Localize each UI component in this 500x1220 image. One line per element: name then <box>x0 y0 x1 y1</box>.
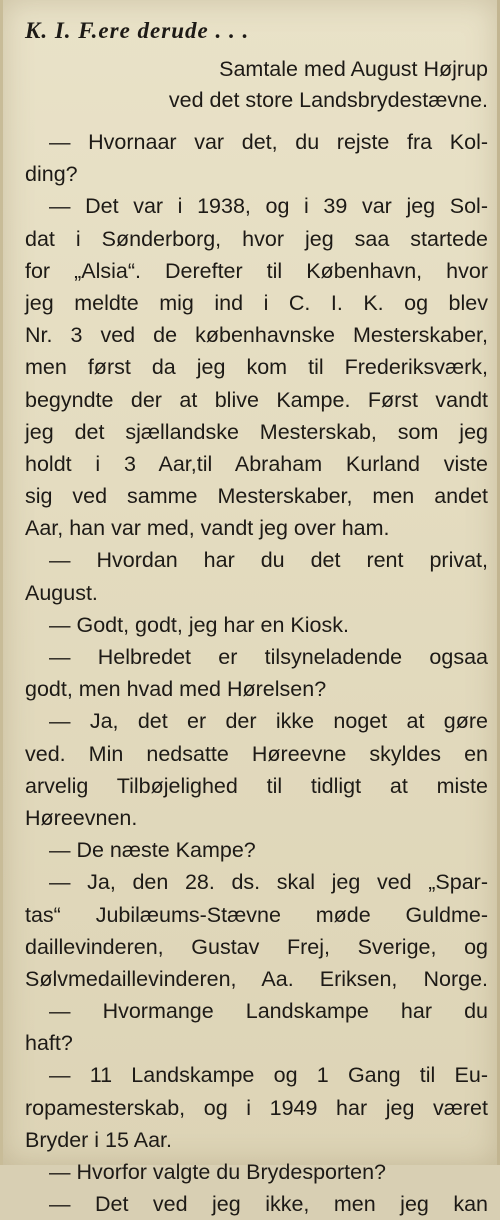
article-text-line: — Helbredet er tilsyneladende ogsaa <box>49 645 488 669</box>
article-text-line: men først da jeg kom til Frederiksværk, <box>25 355 488 380</box>
article-text-line: Sølvmedaillevinderen, Aa. Eriksen, Norge. <box>25 966 488 991</box>
article-text-line: sig ved samme Mesterskaber, men andet <box>25 484 488 509</box>
article-text-line: — Hvornaar var det, du rejste fra Kol- <box>49 130 488 154</box>
article-text-line: ding? <box>25 162 78 187</box>
article-text-line: jeg meldte mig ind i C. I. K. og blev <box>25 290 488 315</box>
article-text-line: jeg det sjællandske Mesterskab, som jeg <box>25 419 488 444</box>
article-text-line: holdt i 3 Aar,til Abraham Kurland viste <box>25 451 488 476</box>
article-text-line: daillevinderen, Gustav Frej, Sverige, og <box>25 934 488 959</box>
subtitle-line: ved det store Landsbrydestævne. <box>168 88 488 112</box>
article-text-line: — Hvormange Landskampe har du <box>49 999 488 1024</box>
article-text-line: Nr. 3 ved de københavnske Mesterskaber, <box>25 323 488 348</box>
article-text-line: godt, men hvad med Hørelsen? <box>25 677 327 702</box>
article-text-line: — Det var i 1938, og i 39 var jeg Sol- <box>49 194 488 219</box>
article-text-line: for „Alsia“. Derefter til København, hvor <box>25 258 488 283</box>
article-text-line: — Det ved jeg ikke, men jeg kan <box>49 1192 488 1217</box>
article-text-line: — Godt, godt, jeg har en Kiosk. <box>49 612 349 637</box>
article-text-line: ropamesterskab, og i 1949 har jeg været <box>25 1095 488 1120</box>
article-text-line: tas“ Jubilæums-Stævne møde Guldme- <box>25 902 488 927</box>
article-text-line: — Ja, det er der ikke noget at gøre <box>49 709 488 734</box>
article-text-line: — Hvordan har du det rent privat, <box>49 548 488 573</box>
article-headline: K. I. F.ere derude . . . <box>25 18 250 43</box>
article-text-line: — De næste Kampe? <box>49 838 256 863</box>
article-text-line: Høreevnen. <box>25 805 138 830</box>
article-column <box>25 14 488 1220</box>
article-text-line: arvelig Tilbøjelighed til tidligt at miste <box>25 773 488 798</box>
article-text-line: Aar, han var med, vandt jeg over ham. <box>25 516 390 541</box>
article-subtitle <box>25 54 488 116</box>
article-text-line: haft? <box>25 1031 73 1056</box>
subtitle-line: Samtale med August Højrup <box>219 57 488 81</box>
article-body <box>25 126 488 1220</box>
article-text-line: August. <box>25 580 98 605</box>
article-text-line: dat i Sønderborg, hvor jeg saa startede <box>25 226 488 251</box>
article-text-line: Bryder i 15 Aar. <box>25 1127 172 1152</box>
article-text-line: — Ja, den 28. ds. skal jeg ved „Spar- <box>49 870 488 895</box>
article-text-line: ved. Min nedsatte Høreevne skyldes en <box>25 741 488 766</box>
article-text-line: begyndte der at blive Kampe. Først vandt <box>25 387 488 412</box>
article-text-line: — 11 Landskampe og 1 Gang til Eu- <box>49 1063 488 1088</box>
article-text-line: — Hvorfor valgte du Brydesporten? <box>49 1160 386 1184</box>
